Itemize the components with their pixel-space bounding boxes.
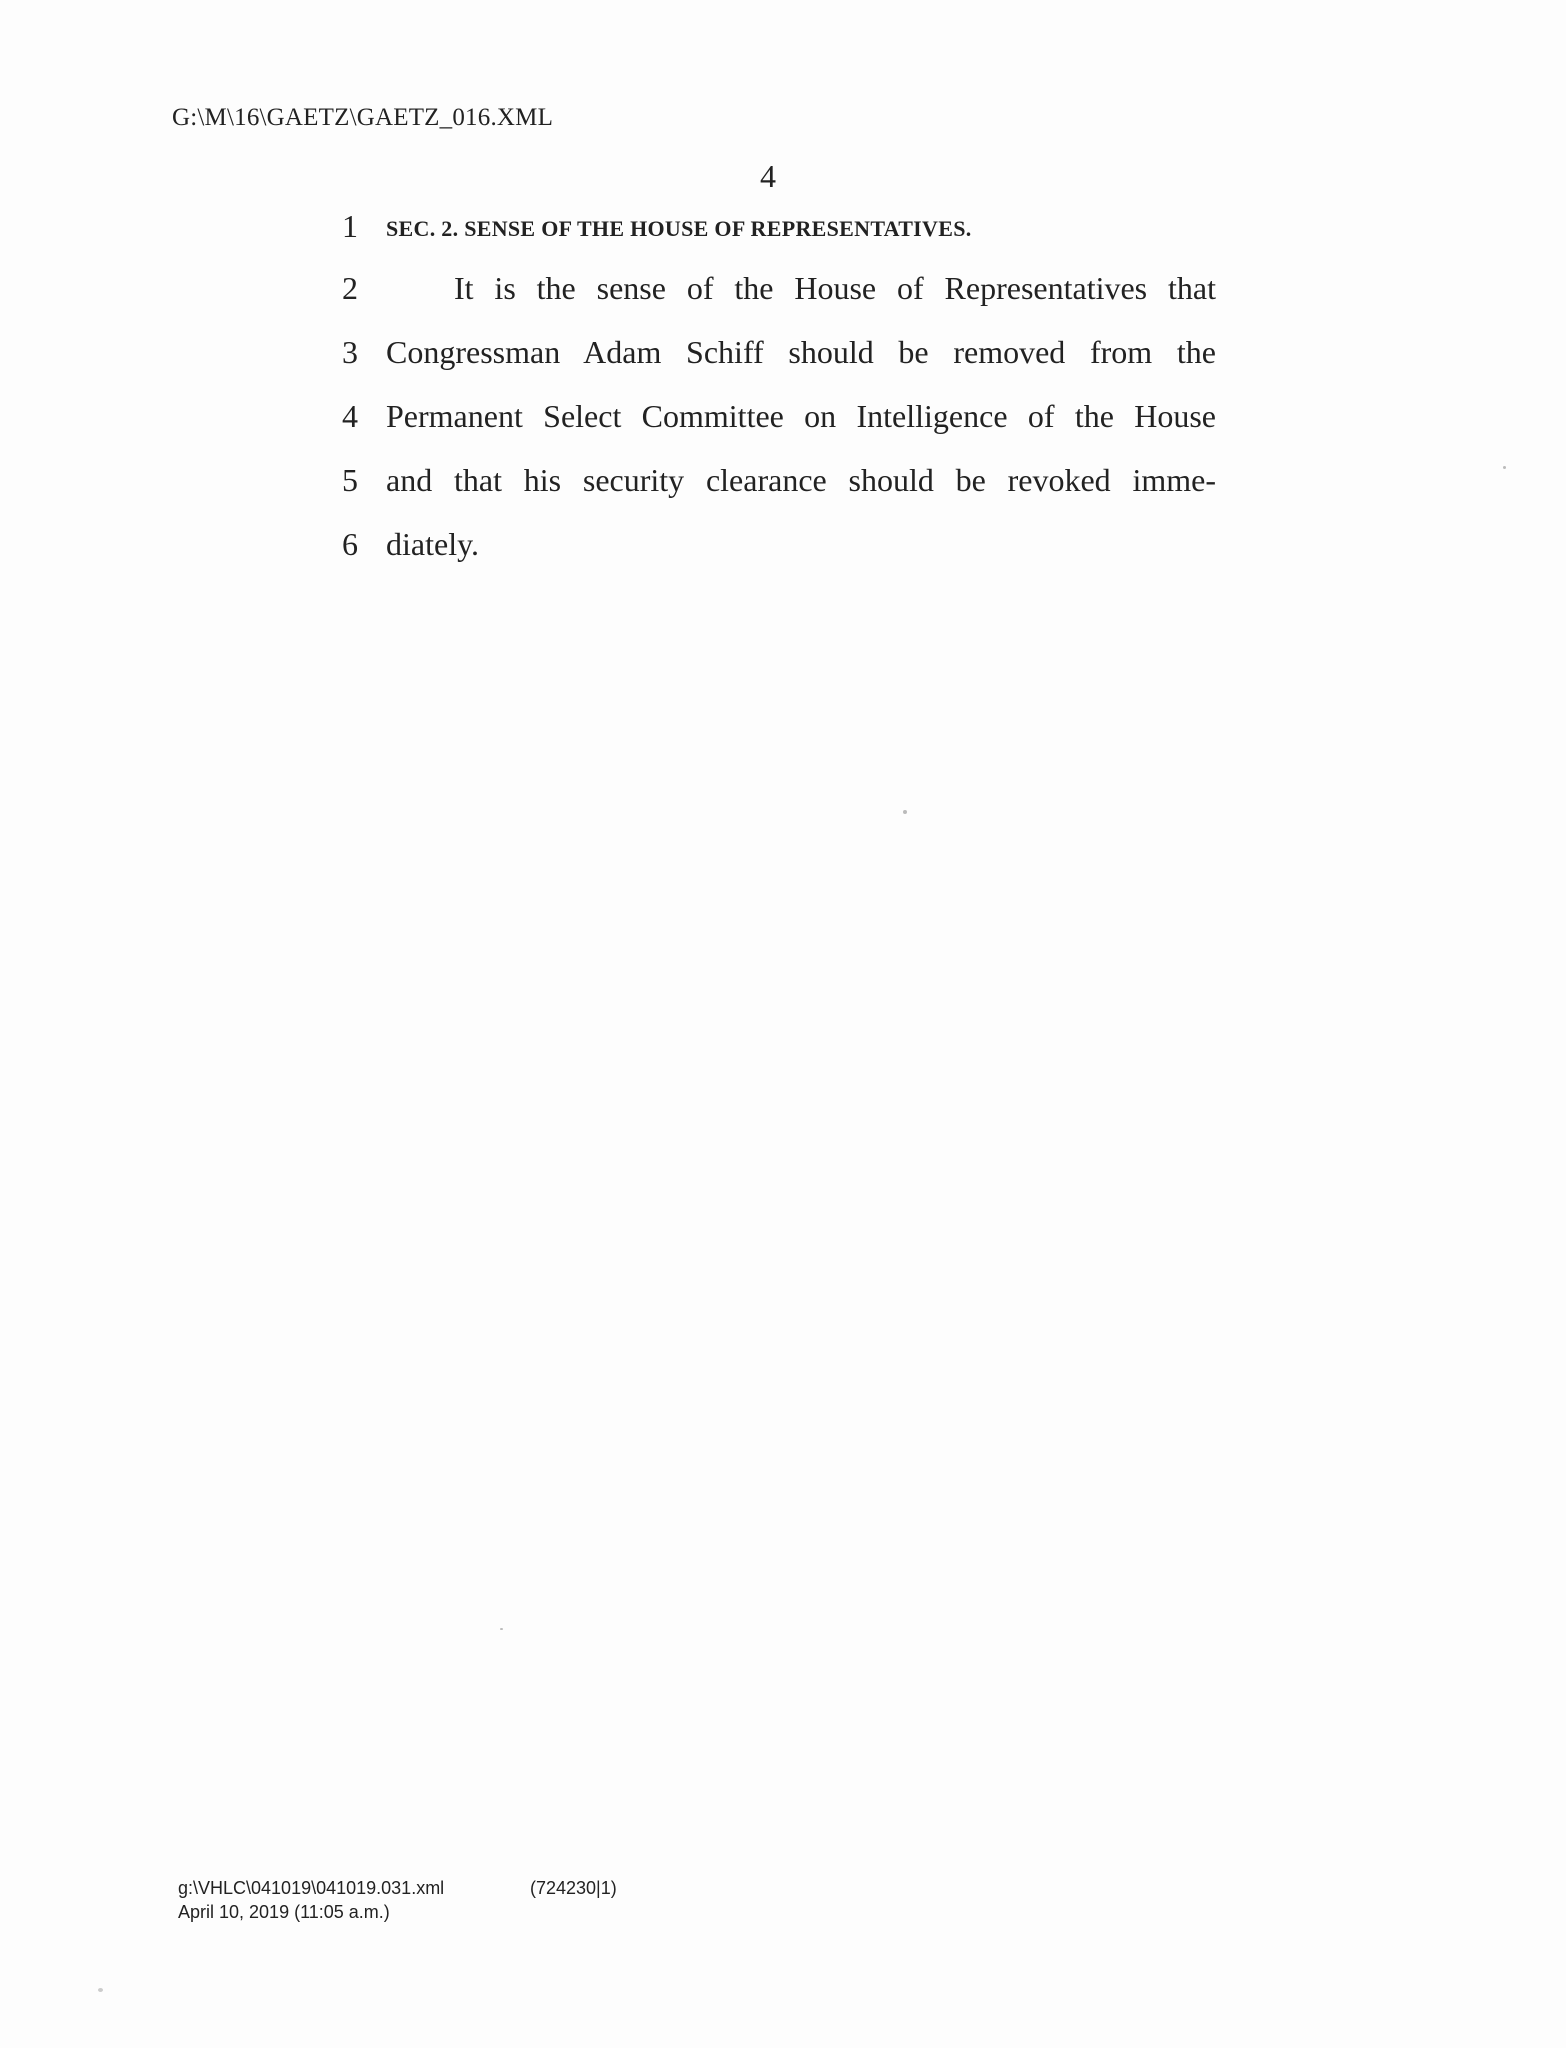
scan-speck bbox=[903, 810, 907, 814]
bill-line bbox=[0, 398, 1566, 462]
scan-speck bbox=[500, 1628, 503, 1630]
scan-speck bbox=[98, 1988, 103, 1992]
page-number: 4 bbox=[760, 158, 776, 194]
line-number: 1 bbox=[342, 208, 358, 244]
footer-timestamp: April 10, 2019 (11:05 a.m.) bbox=[178, 1902, 390, 1922]
line-number: 2 bbox=[342, 270, 358, 306]
bill-text-line: Permanent Select Committee on Intelligence of the House bbox=[386, 398, 1216, 434]
bill-line bbox=[0, 526, 1566, 590]
line-number: 3 bbox=[342, 334, 358, 370]
line-number: 4 bbox=[342, 398, 358, 434]
bill-text-line: It is the sense of the House of Representatives that bbox=[454, 270, 1216, 306]
footer-source-file: g:\VHLC\041019\041019.031.xml bbox=[178, 1878, 445, 1898]
line-number: 6 bbox=[342, 526, 358, 562]
bill-text-line: Congressman Adam Schiff should be removed from the bbox=[386, 334, 1216, 370]
scan-speck bbox=[1503, 466, 1506, 469]
bill-line bbox=[0, 462, 1566, 526]
line-number: 5 bbox=[342, 462, 358, 498]
bill-text-line: diately. bbox=[386, 526, 479, 562]
section-heading: SEC. 2. SENSE OF THE HOUSE OF REPRESENTATIVES. bbox=[386, 216, 972, 241]
bill-line bbox=[0, 208, 1566, 272]
bill-line bbox=[0, 270, 1566, 334]
footer-document-id: (724230|1) bbox=[530, 1878, 617, 1898]
bill-text-line: and that his security clearance should be revoked imme- bbox=[386, 462, 1216, 498]
file-path-header: G:\M\16\GAETZ\GAETZ_016.XML bbox=[172, 104, 554, 131]
bill-line bbox=[0, 334, 1566, 398]
